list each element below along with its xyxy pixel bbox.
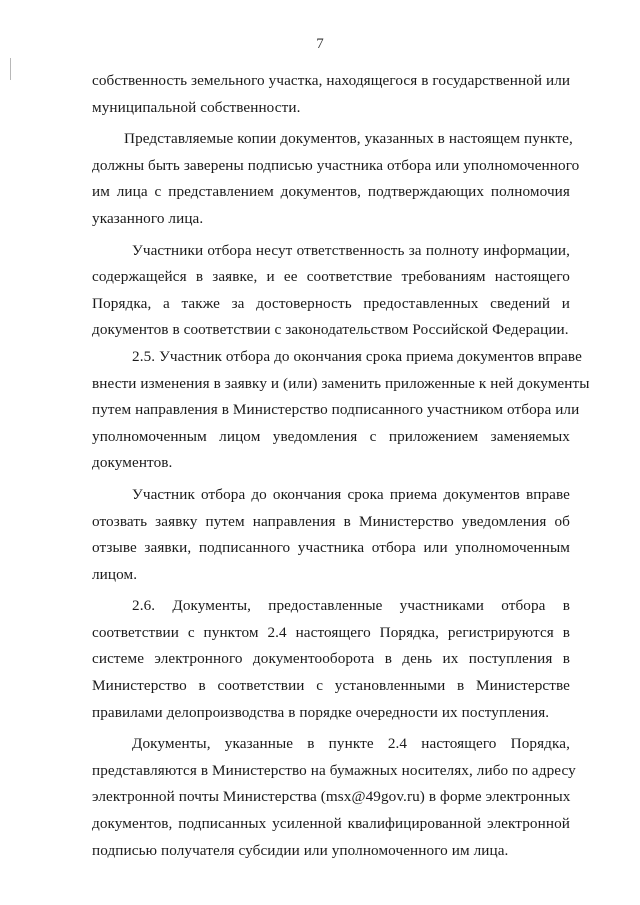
text-line: электронной почты Министерства (msx@49gov.ru) в форме электронных: [92, 788, 571, 806]
text-line: отзыве заявки, подписанного участника отбора или уполномоченным: [92, 539, 570, 557]
text-line: подписью получателя субсидии или уполномоченного им лица.: [92, 841, 509, 859]
text-line: Участники отбора несут ответственность за полноту информации,: [132, 241, 570, 259]
paragraph-2: [92, 126, 580, 232]
text-line: 2.6. Документы, предоставленные участниками отбора в: [132, 597, 570, 615]
text-line: путем направления в Министерство подписанного участником отбора или: [92, 401, 580, 419]
margin-mark: [10, 58, 11, 80]
text-line: им лица с представлением документов, подтверждающих полномочия: [92, 183, 570, 201]
text-line: Порядка, а также за достоверность предоставленных сведений и: [92, 294, 570, 312]
page-number: 7: [316, 36, 324, 52]
text-line: Представляемые копии документов, указанных в настоящем пункте,: [124, 130, 573, 148]
text-line: должны быть заверены подписью участника отбора или уполномоченного: [92, 156, 580, 174]
text-line: лицом.: [92, 565, 138, 583]
text-line: Участник отбора до окончания срока приема документов вправе: [132, 485, 570, 503]
text-line: Документы, указанные в пункте 2.4 настоящего Порядка,: [132, 735, 570, 753]
text-line: документов.: [92, 454, 173, 472]
text-line: документов, подписанных усиленной квалифицированной электронной: [92, 815, 570, 833]
text-line: 2.5. Участник отбора до окончания срока приема документов вправе: [132, 347, 582, 365]
paragraph-5: [92, 482, 570, 588]
text-line: указанного лица.: [92, 209, 204, 227]
paragraph-6: [92, 593, 570, 726]
document-body: [92, 68, 590, 864]
text-line: правилами делопроизводства в порядке очередности их поступления.: [92, 703, 550, 721]
text-line: соответствии с пунктом 2.4 настоящего Порядка, регистрируются в: [92, 623, 570, 641]
text-line: отозвать заявку путем направления в Министерство уведомления об: [92, 512, 570, 530]
paragraph-1: [92, 68, 570, 121]
text-line: собственность земельного участка, находящегося в государственной или: [92, 72, 571, 89]
text-line: содержащейся в заявке, и ее соответствие требованиям настоящего: [92, 268, 570, 286]
text-line: уполномоченным лицом уведомления с приложением заменяемых: [92, 427, 570, 445]
text-line: системе электронного документооборота в день их поступления в: [92, 650, 570, 668]
text-line: внести изменения в заявку и (или) заменить приложенные к ней документы: [92, 374, 590, 392]
text-line: муниципальной собственности.: [92, 98, 301, 116]
paragraph-3: [92, 238, 570, 344]
paragraph-4: [92, 344, 590, 477]
paragraph-7: [92, 731, 576, 864]
text-line: документов в соответствии с законодательством Российской Федерации.: [92, 321, 569, 339]
text-line: представляются в Министерство на бумажных носителях, либо по адресу: [92, 761, 576, 779]
text-line: Министерство в соответствии с установленными в Министерстве: [92, 677, 570, 695]
